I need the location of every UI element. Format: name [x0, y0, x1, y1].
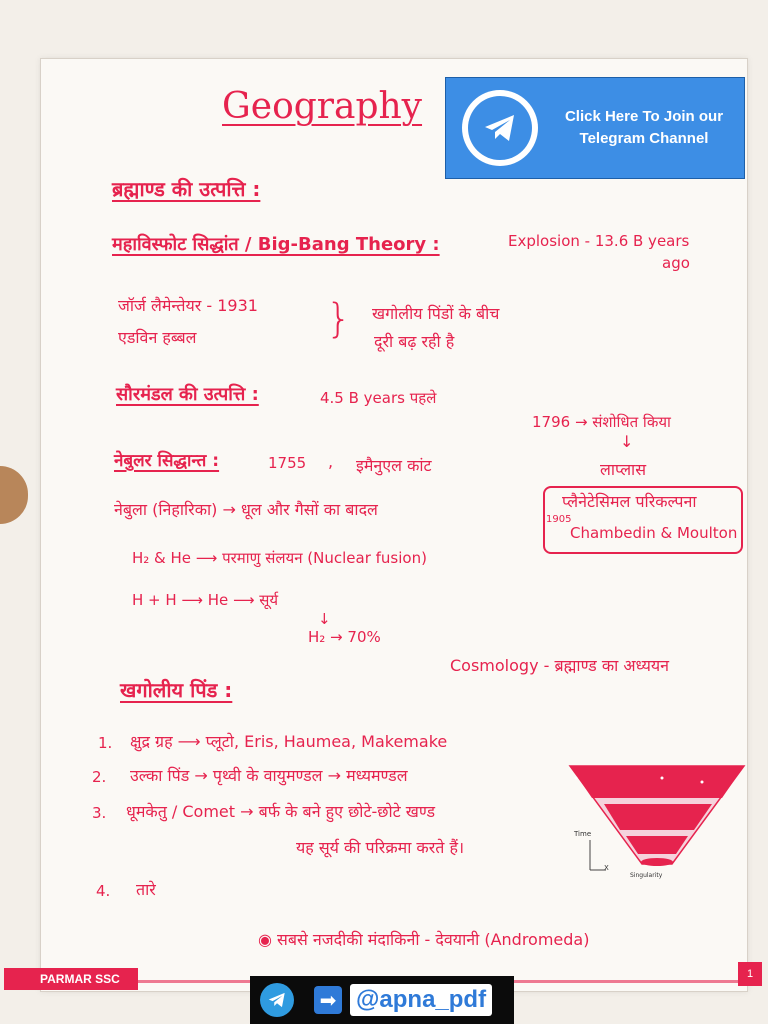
- telegram-line1: Click Here To Join our: [564, 108, 724, 125]
- cone-diagram: [562, 758, 752, 884]
- result-line2: दूरी बढ़ रही है: [374, 332, 455, 351]
- planetesimal-line1: प्लैनेटेसिमल परिकल्पना: [562, 492, 697, 511]
- names-line2: एडविन हब्बल: [118, 328, 197, 347]
- big-bang-note-line1: Explosion - 13.6 B years: [508, 232, 690, 250]
- thumb-shadow: [0, 466, 28, 524]
- solar-age: 4.5 B years पहले: [320, 389, 437, 407]
- heading-big-bang: महाविस्फोट सिद्धांत / Big-Bang Theory :: [112, 234, 440, 255]
- list-item: तारे: [136, 880, 156, 899]
- list-item-number: 4.: [96, 882, 111, 900]
- list-item-number: 1.: [98, 734, 113, 752]
- heading-celestial: खगोलीय पिंड :: [120, 678, 233, 702]
- cosmology: Cosmology - ब्रह्माण्ड का अध्ययन: [450, 656, 670, 675]
- hh-line: H + H ⟶ He ⟶ सूर्य: [132, 591, 279, 609]
- telegram-text: [544, 106, 744, 150]
- nebular-comma: ,: [328, 452, 334, 471]
- footer-tag: PARMAR SSC: [4, 968, 138, 990]
- planetesimal-year: 1905: [546, 514, 572, 525]
- fusion-line: H₂ & He ⟶ परमाणु संलयन (Nuclear fusion): [132, 549, 427, 567]
- diagram-singularity-label: Singularity: [630, 872, 663, 879]
- list-item: क्षुद्र ग्रह ⟶ प्लूटो, Eris, Haumea, Makemake: [130, 732, 448, 751]
- names-line1: जॉर्ज लैमेन्तेयर - 1931: [118, 296, 258, 315]
- planetesimal-line2: Chambedin & Moulton: [570, 524, 738, 542]
- nebular-year: 1755: [268, 454, 307, 472]
- list-item-continuation: यह सूर्य की परिक्रमा करते हैं।: [296, 838, 465, 857]
- list-item-number: 3.: [92, 804, 107, 822]
- nearest-galaxy: ◉ सबसे नजदीकी मंदाकिनी - देवयानी (Andromeda): [258, 930, 590, 949]
- revised-note: 1796 → संशोधित किया: [532, 413, 671, 431]
- heading-solar-system: सौरमंडल की उत्पत्ति :: [116, 384, 259, 405]
- revised-arrow: ↓: [620, 432, 634, 451]
- arrow-icon: ➡: [314, 986, 342, 1014]
- handle-banner[interactable]: [250, 976, 514, 1024]
- laplace: लाप्लास: [600, 460, 647, 479]
- list-item-number: 2.: [92, 768, 107, 786]
- page-title: Geography: [222, 86, 423, 127]
- h2-arrow: ↓: [318, 610, 331, 628]
- diagram-x-label: X: [604, 864, 609, 872]
- telegram-join-button[interactable]: [445, 77, 745, 179]
- banner-telegram-logo: [260, 983, 294, 1017]
- kant: इमैनुएल कांट: [356, 456, 432, 475]
- brace: }: [326, 296, 352, 342]
- heading-origin-universe: ब्रह्माण्ड की उत्पत्ति :: [112, 177, 261, 201]
- telegram-logo: [462, 90, 538, 166]
- telegram-icon: [266, 989, 288, 1011]
- big-bang-note-line2: ago: [662, 254, 690, 272]
- result-line1: खगोलीय पिंडों के बीच: [372, 304, 500, 323]
- telegram-line2: Telegram Channel: [579, 130, 709, 147]
- nebula-definition: नेबुला (निहारिका) → धूल और गैसों का बादल: [114, 500, 378, 519]
- diagram-time-label: Time: [574, 830, 592, 838]
- heading-nebular: नेबुलर सिद्धान्त :: [114, 451, 220, 471]
- list-item: धूमकेतु / Comet → बर्फ के बने हुए छोटे-छोटे खण्ड: [126, 802, 436, 821]
- telegram-icon: [480, 108, 520, 148]
- page-number: 1: [738, 962, 762, 986]
- list-item: उल्का पिंड → पृथ्वी के वायुमण्डल → मध्यमण्डल: [130, 766, 408, 785]
- h2-percent: H₂ → 70%: [308, 628, 381, 646]
- telegram-handle[interactable]: @apna_pdf: [350, 984, 492, 1016]
